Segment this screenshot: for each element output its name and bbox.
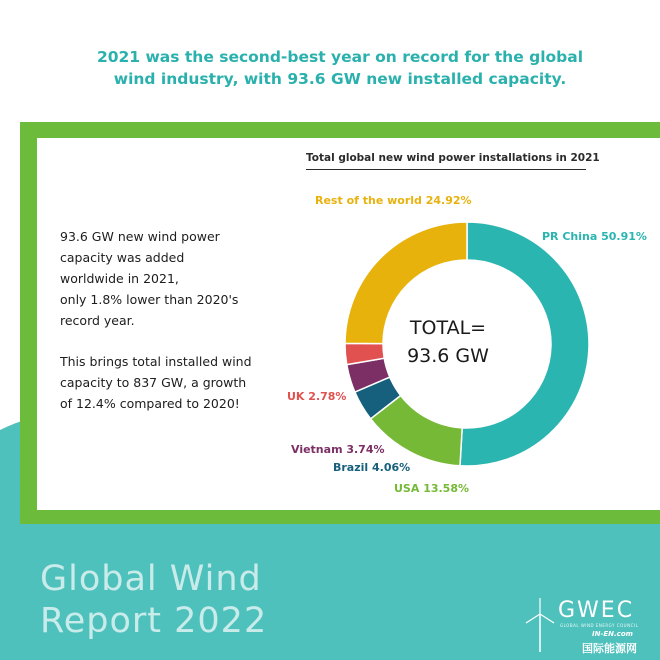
center-label-line-2: 93.6 GW xyxy=(407,345,489,367)
slice-label-usa: USA 13.58% xyxy=(394,482,470,495)
summary-p2-line-3: of 12.4% compared to 2020! xyxy=(60,396,240,411)
gwec-logo-text: GWEC xyxy=(558,598,635,623)
summary-p1-line-3: worldwide in 2021, xyxy=(60,271,179,286)
report-title-line-1: Global Wind xyxy=(40,559,262,599)
gwec-logo-subtitle: GLOBAL WIND ENERGY COUNCIL xyxy=(560,623,639,628)
summary-p2-line-2: capacity to 837 GW, a growth xyxy=(60,375,247,390)
slice-label-uk: UK 2.78% xyxy=(287,390,347,403)
summary-p2-line-1: This brings total installed wind xyxy=(60,354,252,369)
slice-label-rest-of-the-world: Rest of the world 24.92% xyxy=(315,194,472,207)
report-title-line-2: Report 2022 xyxy=(40,601,268,641)
slice-label-vietnam: Vietnam 3.74% xyxy=(291,443,385,456)
summary-p1-line-2: capacity was added xyxy=(60,250,185,265)
slice-label-pr-china: PR China 50.91% xyxy=(542,230,647,243)
center-label-line-1: TOTAL= xyxy=(409,317,487,339)
chart-title: Total global new wind power installations in 2021 xyxy=(306,152,586,170)
headline-line-1: 2021 was the second-best year on record for the global xyxy=(96,48,584,66)
watermark-domain: IN-EN.com xyxy=(592,630,633,638)
summary-p1-line-5: record year. xyxy=(60,313,135,328)
report-title xyxy=(40,558,267,642)
wind-turbine-icon xyxy=(523,596,557,652)
summary-p1-line-4: only 1.8% lower than 2020's xyxy=(60,292,239,307)
summary-p1-line-1: 93.6 GW new wind power xyxy=(60,229,220,244)
donut-center-total xyxy=(378,314,518,370)
slice-label-brazil: Brazil 4.06% xyxy=(333,461,411,474)
headline-line-2: wind industry, with 93.6 GW new installed capacity. xyxy=(113,70,567,88)
watermark-cn: 国际能源网 xyxy=(582,642,637,655)
